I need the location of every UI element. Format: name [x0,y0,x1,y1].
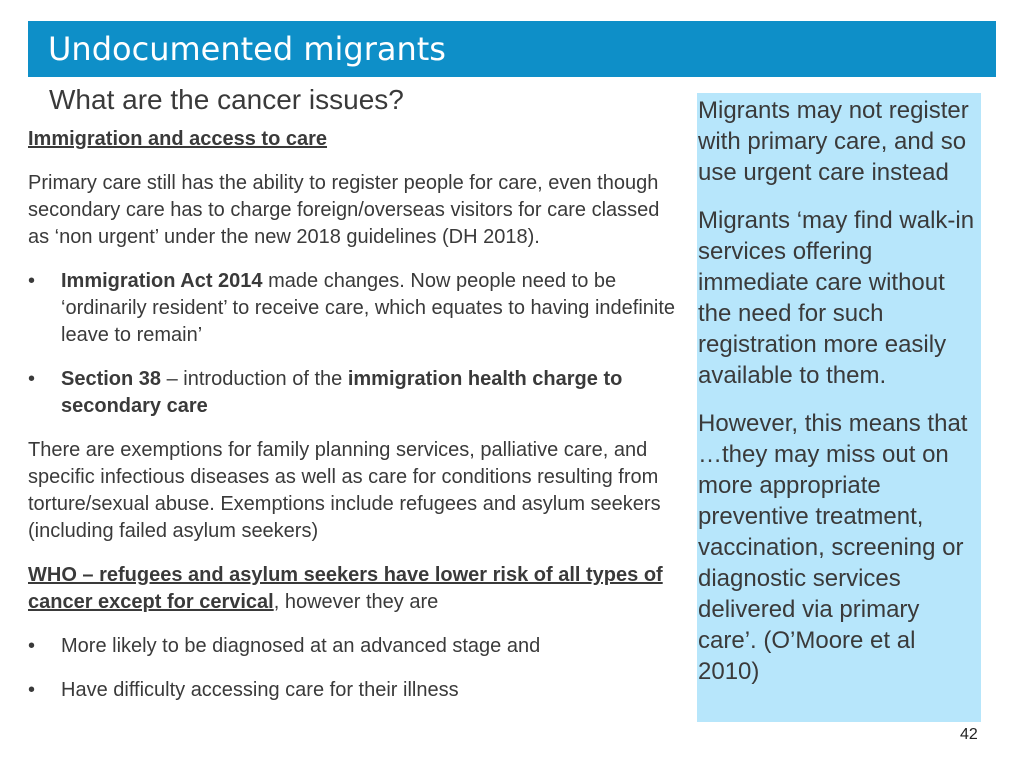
bullet-text: – introduction of the [161,368,348,390]
bullet-access-difficulty [28,677,678,704]
who-paragraph [28,562,678,616]
callout-box [697,93,981,722]
bullet-immigration-act [28,268,678,349]
intro-paragraph: Primary care still has the ability to register people for care, even though secondary care has to charge foreign/overseas visitors for care classed as ‘non urgent’ under the new 2018 guidelines (DH 2018). [28,172,660,248]
bullet-section-38 [28,366,678,420]
bullet-marker: • [28,368,36,390]
main-content [28,126,678,721]
bullet-marker: • [28,270,36,292]
who-rest-text: , however they are [273,591,439,613]
bullet-bold-text: Immigration Act 2014 [61,270,263,292]
bullet-advanced-stage [28,633,678,660]
title-bar [28,21,996,77]
callout-paragraph-2: Migrants ‘may find walk-in services offering immediate care without the need for such registration more easily available to them. [698,207,975,389]
risk-bullet-list [28,633,678,704]
page-number: 42 [960,726,978,743]
exemptions-paragraph: There are exemptions for family planning services, palliative care, and specific infectious diseases as well as care for conditions resulting from torture/sexual abuse. Exemptions include refugees and asylum seekers (including failed asylum seekers) [28,439,661,542]
bullet-bold-text: immigration health charge to secondary care [61,368,623,417]
who-underlined-text: WHO – refugees and asylum seekers have lower risk of all types of cancer except for cervical [28,564,663,613]
bullet-bold-text: Section 38 [61,368,162,390]
bullet-marker: • [28,635,36,657]
bullet-text: made changes. Now people need to be ‘ordinarily resident’ to receive care, which equates to having indefinite leave to remain’ [61,270,676,346]
act-bullet-list [28,268,678,420]
section-heading: Immigration and access to care [28,128,328,150]
slide-title: Undocumented migrants [48,30,446,68]
bullet-marker: • [28,679,36,701]
callout-paragraph-3: However, this means that …they may miss out on more appropriate preventive treatment, vaccination, screening or diagnostic services delivered via primary care’. (O’Moore et al 2010) [698,410,968,685]
bullet-text: Have difficulty accessing care for their illness [61,679,459,701]
callout-paragraph-1: Migrants may not register with primary care, and so use urgent care instead [698,97,969,186]
slide-subtitle: What are the cancer issues? [49,84,404,115]
bullet-text: More likely to be diagnosed at an advanced stage and [61,635,541,657]
